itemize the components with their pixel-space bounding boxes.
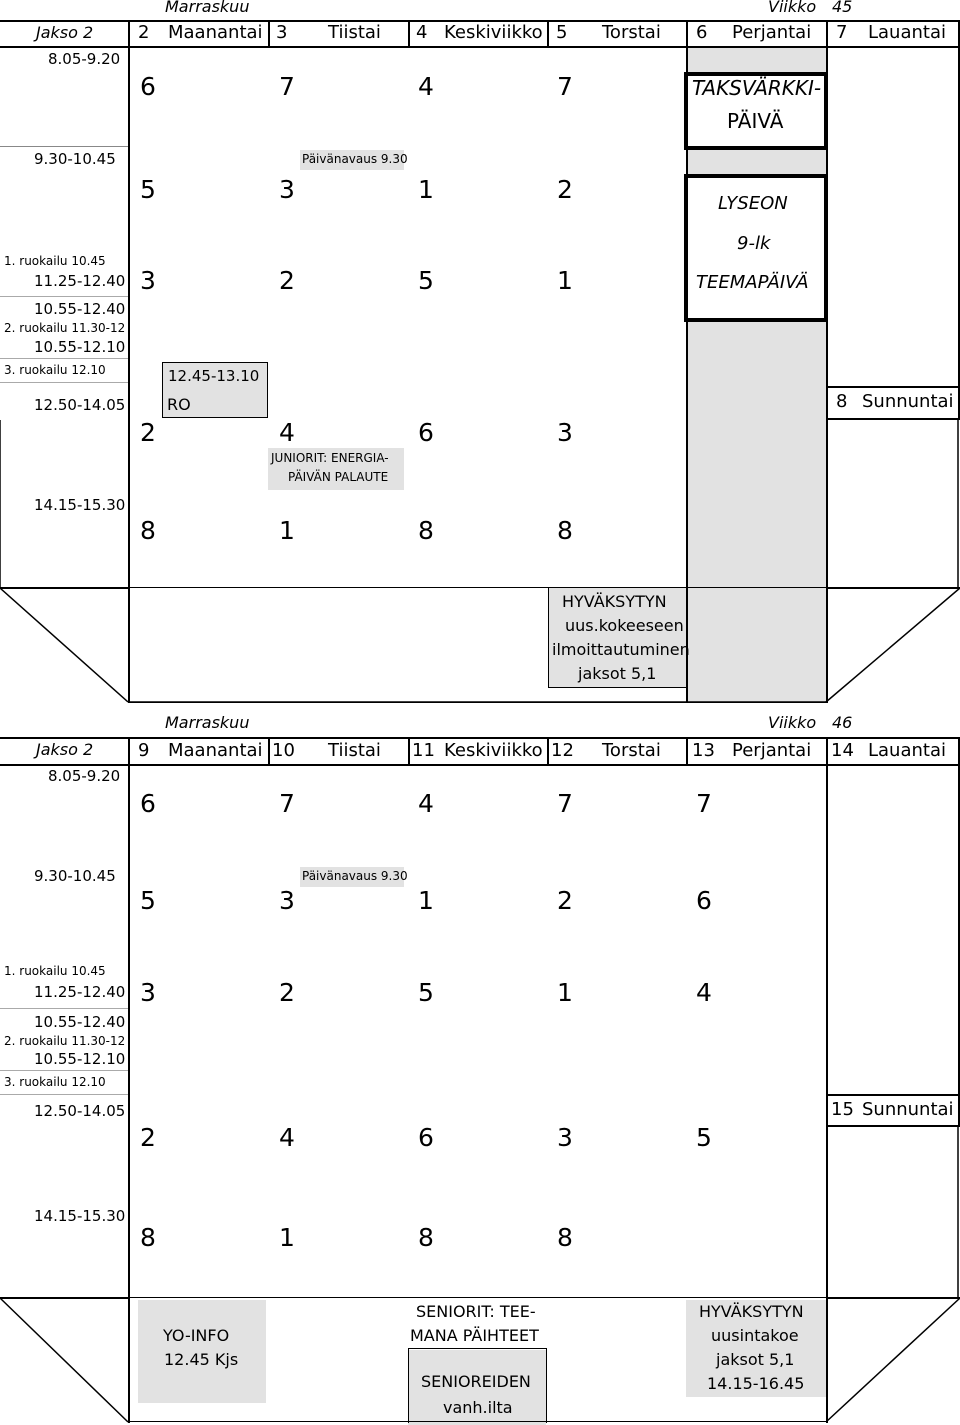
seniorit-line2: MANA PÄIHTEET xyxy=(410,1326,539,1345)
day-number: 13 xyxy=(692,740,715,761)
period-number: 6 xyxy=(140,72,156,101)
taksvarkki-line1: TAKSVÄRKKI- xyxy=(692,76,822,100)
period-number: 7 xyxy=(279,72,295,101)
period-number: 3 xyxy=(279,886,295,915)
diag-line xyxy=(0,1298,128,1422)
time-slot: 10.55-12.40 xyxy=(34,300,126,318)
time-slot: 9.30-10.45 xyxy=(34,150,116,168)
period-number: 1 xyxy=(418,886,434,915)
time-slot: 11.25-12.40 xyxy=(34,272,126,290)
day-number: 2 xyxy=(138,22,150,43)
week-number: 45 xyxy=(832,0,853,16)
period-number: 4 xyxy=(418,72,434,101)
period-number: 5 xyxy=(418,266,434,295)
period-number: 2 xyxy=(140,418,156,447)
yoinfo-line1: YO-INFO xyxy=(163,1326,230,1345)
period-number: 4 xyxy=(696,978,712,1007)
day-number: 14 xyxy=(831,740,854,761)
diag-line xyxy=(0,588,128,702)
lyseon-line3: TEEMAPÄIVÄ xyxy=(696,272,809,293)
lunch-slot: 1. ruokailu 10.45 xyxy=(4,254,106,268)
paivanavaus-note: Päivänavaus 9.30 xyxy=(302,869,408,883)
period-number: 8 xyxy=(140,1223,156,1252)
time-slot: 14.15-15.30 xyxy=(34,1207,126,1225)
juniorit-note-line1: JUNIORIT: ENERGIA- xyxy=(271,451,389,465)
day-number: 7 xyxy=(836,22,848,43)
period-number: 2 xyxy=(279,978,295,1007)
hyvaksytyn-line4: jaksot 5,1 xyxy=(578,664,657,683)
period-number: 2 xyxy=(279,266,295,295)
hyvaksytyn-line1: HYVÄKSYTYN xyxy=(562,592,667,611)
day-number: 6 xyxy=(696,22,708,43)
period-number: 3 xyxy=(140,266,156,295)
hyv-line3: jaksot 5,1 xyxy=(716,1350,795,1369)
period-number: 4 xyxy=(418,789,434,818)
period-number: 1 xyxy=(557,978,573,1007)
day-name: Tiistai xyxy=(328,22,381,43)
diag-line xyxy=(826,588,960,702)
day-name: Keskiviikko xyxy=(444,22,543,43)
period-number: 7 xyxy=(557,789,573,818)
ro-time: 12.45-13.10 xyxy=(168,367,260,385)
day-number: 3 xyxy=(276,22,288,43)
juniorit-note-line2: PÄIVÄN PALAUTE xyxy=(288,470,389,484)
jakso-label: Jakso 2 xyxy=(36,740,94,759)
lyseon-line1: LYSEON xyxy=(718,193,788,214)
period-number: 1 xyxy=(279,516,295,545)
period-number: 7 xyxy=(696,789,712,818)
lunch-slot: 2. ruokailu 11.30-12 xyxy=(4,321,126,335)
time-slot: 10.55-12.40 xyxy=(34,1013,126,1031)
lunch-slot: 1. ruokailu 10.45 xyxy=(4,964,106,978)
seniorit-line1: SENIORIT: TEE- xyxy=(416,1302,536,1321)
period-number: 6 xyxy=(418,1123,434,1152)
period-number: 6 xyxy=(418,418,434,447)
period-number: 5 xyxy=(140,175,156,204)
period-number: 8 xyxy=(418,1223,434,1252)
time-slot: 12.50-14.05 xyxy=(34,1102,126,1120)
ro-label: RO xyxy=(167,395,191,414)
time-slot: 11.25-12.40 xyxy=(34,983,126,1001)
period-number: 5 xyxy=(140,886,156,915)
period-number: 5 xyxy=(696,1123,712,1152)
day-number: 11 xyxy=(412,740,435,761)
hyvaksytyn-line2: uus.kokeeseen xyxy=(565,616,684,635)
day-name: Perjantai xyxy=(732,740,812,761)
taksvarkki-line2: PÄIVÄ xyxy=(727,109,784,133)
yoinfo-line2: 12.45 Kjs xyxy=(164,1350,239,1369)
day-number: 9 xyxy=(138,740,150,761)
time-slot: 10.55-12.10 xyxy=(34,338,126,356)
week-label: Viikko xyxy=(768,713,817,732)
day-name: Tiistai xyxy=(328,740,381,761)
time-slot: 10.55-12.10 xyxy=(34,1050,126,1068)
period-number: 4 xyxy=(279,418,295,447)
lunch-slot: 3. ruokailu 12.10 xyxy=(4,363,106,377)
day-name: Maanantai xyxy=(168,740,263,761)
time-slot: 8.05-9.20 xyxy=(48,767,121,785)
period-number: 6 xyxy=(140,789,156,818)
period-number: 1 xyxy=(557,266,573,295)
day-number: 5 xyxy=(556,22,568,43)
period-number: 3 xyxy=(557,418,573,447)
period-number: 3 xyxy=(557,1123,573,1152)
period-number: 2 xyxy=(557,175,573,204)
day-name: Torstai xyxy=(602,740,661,761)
senioreiden-line1: SENIOREIDEN xyxy=(421,1372,531,1391)
sunday-name: Sunnuntai xyxy=(862,1099,954,1120)
sunday-number: 15 xyxy=(831,1099,854,1120)
paivanavaus-note: Päivänavaus 9.30 xyxy=(302,152,408,166)
hyv-line4: 14.15-16.45 xyxy=(707,1374,805,1393)
day-name: Lauantai xyxy=(868,740,946,761)
period-number: 1 xyxy=(279,1223,295,1252)
sunday-name: Sunnuntai xyxy=(862,391,954,412)
period-number: 3 xyxy=(279,175,295,204)
time-slot: 8.05-9.20 xyxy=(48,50,121,68)
hyv-line1: HYVÄKSYTYN xyxy=(699,1302,804,1321)
lunch-slot: 2. ruokailu 11.30-12 xyxy=(4,1034,126,1048)
time-slot: 9.30-10.45 xyxy=(34,867,116,885)
day-name: Lauantai xyxy=(868,22,946,43)
period-number: 7 xyxy=(557,72,573,101)
day-number: 12 xyxy=(551,740,574,761)
lunch-slot: 3. ruokailu 12.10 xyxy=(4,1075,106,1089)
period-number: 8 xyxy=(140,516,156,545)
sunday-number: 8 xyxy=(836,391,848,412)
senioreiden-line2: vanh.ilta xyxy=(443,1398,513,1417)
day-name: Maanantai xyxy=(168,22,263,43)
period-number: 6 xyxy=(696,886,712,915)
day-name: Torstai xyxy=(602,22,661,43)
period-number: 2 xyxy=(140,1123,156,1152)
period-number: 8 xyxy=(418,516,434,545)
day-number: 4 xyxy=(416,22,428,43)
period-number: 7 xyxy=(279,789,295,818)
period-number: 1 xyxy=(418,175,434,204)
period-number: 5 xyxy=(418,978,434,1007)
period-number: 4 xyxy=(279,1123,295,1152)
period-number: 3 xyxy=(140,978,156,1007)
day-name: Perjantai xyxy=(732,22,812,43)
week-label: Viikko xyxy=(768,0,817,16)
hyv-line2: uusintakoe xyxy=(711,1326,799,1345)
period-number: 8 xyxy=(557,1223,573,1252)
time-slot: 12.50-14.05 xyxy=(34,396,126,414)
period-number: 8 xyxy=(557,516,573,545)
hyvaksytyn-line3: ilmoittautuminen xyxy=(552,640,690,659)
month-label: Marraskuu xyxy=(165,713,250,732)
diag-line xyxy=(826,1298,960,1422)
jakso-label: Jakso 2 xyxy=(36,23,94,42)
day-number: 10 xyxy=(272,740,295,761)
time-slot: 14.15-15.30 xyxy=(34,496,126,514)
period-number: 2 xyxy=(557,886,573,915)
lyseon-line2: 9-lk xyxy=(737,233,771,254)
week-number: 46 xyxy=(832,713,853,732)
month-label: Marraskuu xyxy=(165,0,250,16)
day-name: Keskiviikko xyxy=(444,740,543,761)
